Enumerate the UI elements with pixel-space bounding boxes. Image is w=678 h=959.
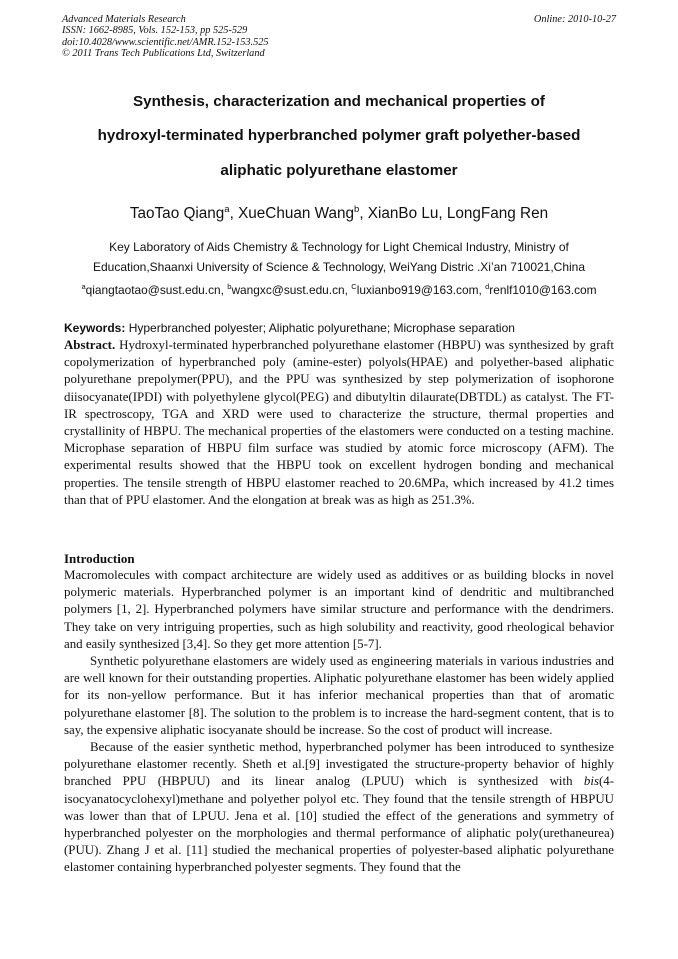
keywords-label: Keywords: (64, 321, 126, 335)
keywords-text: Hyperbranched polyester; Aliphatic polyurethane; Microphase separation (125, 321, 515, 335)
introduction-heading: Introduction (64, 551, 135, 566)
doi-line: doi:10.4028/www.scientific.net/AMR.152-153.525 (62, 36, 269, 48)
email-3-mark: C (351, 282, 357, 291)
affiliation-line-2: Education,Shaanxi University of Science & Technology, WeiYang Distric .Xi’an 710021,China (92, 260, 586, 274)
journal-name: Advanced Materials Research (62, 14, 186, 25)
intro-paragraph-3-part-a: Because of the easier synthetic method, hyperbranched polymer has been introduced to synthesize polyurethane elastomer recently. Sheth et al.[9] investigated the structure-property behavior of highly branched PPU (HBPUU) and its linear analog (LPUU) which is synthesized with (64, 740, 614, 789)
email-4[interactable]: renlf1010@163.com (489, 283, 597, 297)
email-2[interactable]: wangxc@sust.edu.cn, (231, 283, 352, 297)
issn-line: ISSN: 1662-8985, Vols. 152-153, pp 525-529 (62, 25, 248, 37)
email-list (40, 283, 638, 297)
email-4-mark: d (485, 282, 490, 291)
intro-paragraph-3 (64, 739, 614, 877)
intro-bis-term: bis (583, 774, 599, 789)
email-2-mark: b (227, 282, 232, 291)
abstract-text: Hydroxyl-terminated hyperbranched polyurethane elastomer (HBPU) was synthesized by graft copolymerization of hyperbranched poly (amine-ester) polyols(HPAE) and polyether-based aliphatic polyurethane prepolymer(PPU), and the PPU was synthesized by step polymerization of isophorone diisocyanate(IPDI) with polyethylene glycol(PEG) and dibutyltin dilaurate(DBTDL) as catalyst. The FT-IR spectroscopy, TGA and XRD were used to characterize the structure, thermal properties and crystallinity of HBPU. The mechanical properties of the elastomers were conducted on a testing machine. Microphase separation of HBPU film surface was studied by atomic force microscopy (AFM). The experimental results showed that the HBPU took on excellent hydrogen bonding and mechanical properties. The tensile strength of HBPU elastomer reached to 20.6MPa, which increased by 41.2 times than that of PPU elastomer. And the elongation at break was as high as 251.3%. (64, 338, 614, 507)
intro-paragraph-2: Synthetic polyurethane elastomers are widely used as engineering materials in various industries and are well known for their outstanding properties. Aliphatic polyurethane elastomer has been widely applied for its non-yellow performance. But it has inferior mechanical properties than that of aromatic polyurethane elastomer [8]. The solution to the problem is to increase the hard-segment content, that is to say, the expensive aliphatic isocyanate should be increase. So the cost of product will increase. (64, 654, 614, 737)
title-line-3: aliphatic polyurethane elastomer (220, 162, 458, 179)
other-authors: , XianBo Lu, LongFang Ren (359, 205, 549, 222)
email-1-mark: a (81, 282, 86, 291)
author-separator: , (229, 205, 239, 222)
author-2: XueChuan Wang (238, 205, 355, 222)
journal-header (62, 14, 269, 60)
title-line-2: hydroxyl-terminated hyperbranched polymer graft polyether-based (97, 127, 581, 144)
title-line-1: Synthesis, characterization and mechanical properties of (133, 93, 545, 110)
author-2-mark: b (354, 204, 360, 215)
email-3[interactable]: luxianbo919@163.com, (356, 283, 486, 297)
affiliation-line-1: Key Laboratory of Aids Chemistry & Technology for Light Chemical Industry, Ministry of (109, 240, 569, 254)
abstract (64, 337, 614, 509)
intro-paragraph-1: Macromolecules with compact architecture are widely used as additives or as building blocks in novel polymeric materials. Hyperbranched polymer is an important kind of dendritic and multibranched polymers [1, 2]. Hyperbranched polymers have similar structure and performance with the dendrimers. They take on very intriguing properties, such as high solubility and reactivity, good rheological behavior and easily synthesized [3,4]. So they get more attention [5-7]. (64, 568, 614, 651)
copyright-line: © 2011 Trans Tech Publications Ltd, Switzerland (62, 48, 265, 60)
author-1-mark: a (224, 204, 230, 215)
keywords (64, 321, 515, 335)
author-1: TaoTao Qiang (129, 205, 225, 222)
abstract-label: Abstract. (64, 338, 116, 352)
introduction-body (64, 567, 614, 877)
intro-paragraph-3-part-b: (4-isocyanatocyclohexyl)methane and polyether polyol etc. They found that the tensile strength of HBPUU was lower than that of LPUU. Jena et al. [10] studied the effect of the generations and symmetry of hyperbranched polyester on the morphologies and thermal performance of aliphatic poly(urethaneurea) (PUU). Zhang J et al. [11] studied the mechanical properties of polyester-based aliphatic polyurethane elastomer containing hyperbranched polyester segments. They found that the (64, 774, 614, 875)
abstract-paragraph (64, 337, 614, 509)
email-1[interactable]: qiangtaotao@sust.edu.cn, (85, 283, 228, 297)
author-list (40, 205, 638, 223)
online-date: Online: 2010-10-27 (533, 14, 616, 25)
